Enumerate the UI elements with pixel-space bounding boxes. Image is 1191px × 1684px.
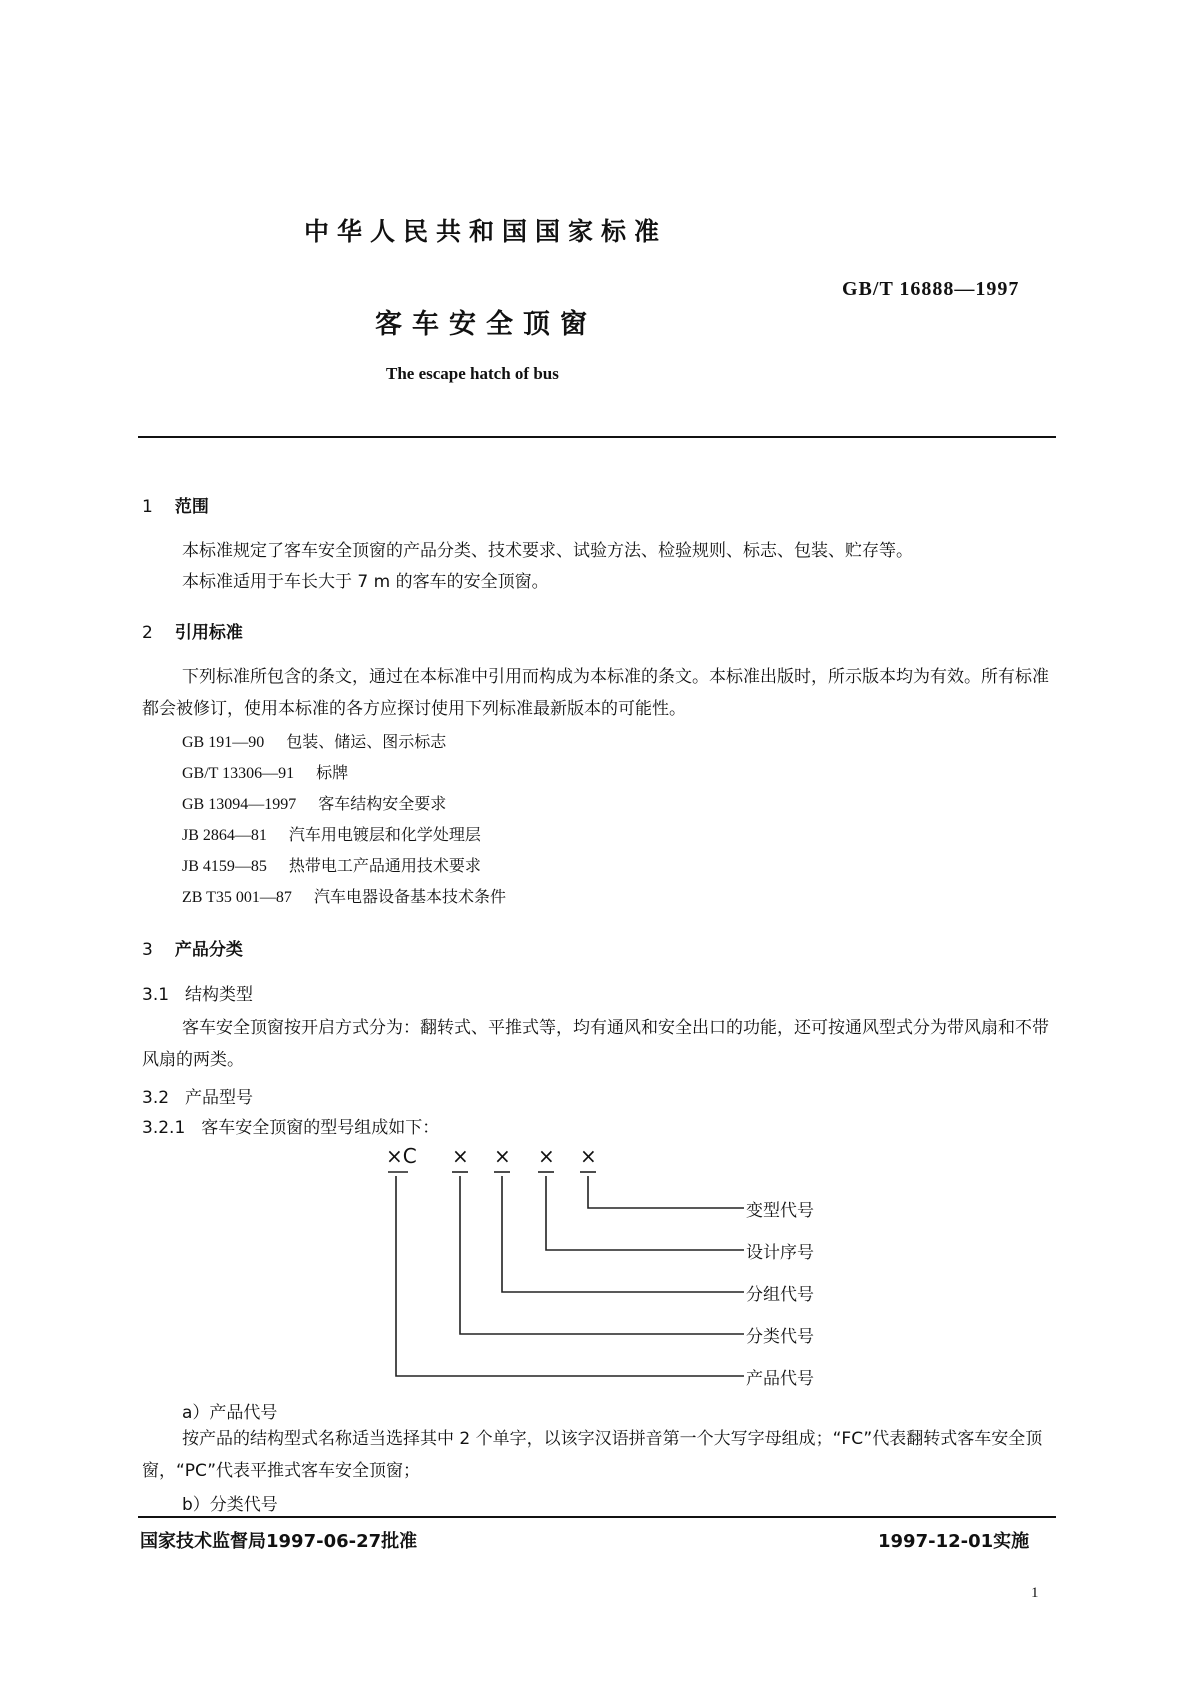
diagram-label: 变型代号 <box>746 1201 814 1221</box>
footer-divider <box>138 1516 1056 1518</box>
reference-item <box>182 729 446 752</box>
subsection-3-1-number: 3.1 <box>142 985 170 1005</box>
subsection-3-2-1-heading <box>142 1113 439 1138</box>
reference-code: GB 191—90 <box>182 734 265 751</box>
item-a-heading: a）产品代号 <box>182 1403 278 1423</box>
subsection-3-2-number: 3.2 <box>142 1088 170 1108</box>
section-2-para: 下列标准所包含的条文，通过在本标准中引用而构成为本标准的条文。本标准出版时，所示版本均为有效。所有标准都会被修订，使用本标准的各方应探讨使用下列标准最新版本的可能性。 <box>142 667 1049 719</box>
item-a-para: 按产品的结构型式名称适当选择其中 2 个单字，以该字汉语拼音第一个大写字母组成；“FC”代表翻转式客车安全顶窗，“PC”代表平推式客车安全顶窗； <box>142 1429 1043 1481</box>
reference-name: 包装、储运、图示标志 <box>286 732 447 751</box>
reference-name: 标牌 <box>316 763 349 782</box>
section-2-number: 2 <box>142 623 153 643</box>
code-mark: × <box>452 1144 469 1168</box>
section-3-heading <box>142 935 243 960</box>
section-1-heading <box>142 492 209 517</box>
reference-code: GB 13094—1997 <box>182 796 297 813</box>
english-title: The escape hatch of bus <box>386 364 559 383</box>
subsection-3-1-para: 客车安全顶窗按开启方式分为：翻转式、平推式等，均有通风和安全出口的功能，还可按通风型式分为带风扇和不带风扇的两类。 <box>142 1018 1049 1070</box>
subsection-3-2-title: 产品型号 <box>185 1088 254 1108</box>
code-mark: × <box>538 1144 555 1168</box>
reference-code: JB 2864—81 <box>182 827 267 844</box>
document-title: 客车安全顶窗 <box>375 309 597 340</box>
national-standard-heading: 中华人民共和国国家标准 <box>304 217 668 246</box>
reference-code: GB/T 13306—91 <box>182 765 295 782</box>
reference-item <box>182 853 481 876</box>
header-divider <box>138 436 1056 438</box>
subsection-3-2-1-title: 客车安全顶窗的型号组成如下： <box>201 1118 440 1138</box>
reference-item <box>182 884 506 907</box>
reference-code: ZB T35 001—87 <box>182 889 292 906</box>
reference-name: 汽车电器设备基本技术条件 <box>313 887 506 906</box>
section-1-number: 1 <box>142 497 153 517</box>
subsection-3-2-1-number: 3.2.1 <box>142 1118 186 1138</box>
diagram-label: 设计序号 <box>746 1243 814 1263</box>
reference-item <box>182 760 348 783</box>
subsection-3-2-heading <box>142 1083 253 1108</box>
subsection-3-1-title: 结构类型 <box>185 985 254 1005</box>
diagram-label: 分组代号 <box>746 1285 814 1305</box>
section-1-title: 范围 <box>174 497 209 517</box>
item-b-heading: b）分类代号 <box>182 1495 278 1515</box>
subsection-3-1-heading <box>142 980 253 1005</box>
code-mark: × <box>580 1144 597 1168</box>
page-number: 1 <box>1031 1585 1039 1601</box>
approval-note: 国家技术监督局1997-06-27批准 <box>140 1531 418 1552</box>
section-3-number: 3 <box>142 940 153 960</box>
reference-item <box>182 791 446 814</box>
section-3-title: 产品分类 <box>174 940 243 960</box>
diagram-label: 分类代号 <box>746 1327 814 1347</box>
section-2-heading <box>142 618 243 643</box>
section-1-para-1: 本标准规定了客车安全顶窗的产品分类、技术要求、试验方法、检验规则、标志、包装、贮存等。 <box>182 541 913 561</box>
reference-name: 客车结构安全要求 <box>318 794 447 813</box>
diagram-label: 产品代号 <box>746 1369 814 1389</box>
implementation-date: 1997-12-01实施 <box>878 1531 1030 1552</box>
reference-item <box>182 822 481 845</box>
section-1-para-2: 本标准适用于车长大于 7 m 的客车的安全顶窗。 <box>182 572 549 592</box>
reference-name: 汽车用电镀层和化学处理层 <box>288 825 481 844</box>
reference-code: JB 4159—85 <box>182 858 267 875</box>
reference-name: 热带电工产品通用技术要求 <box>288 856 481 875</box>
standard-number: GB/T 16888—1997 <box>842 278 1020 300</box>
section-2-title: 引用标准 <box>174 623 243 643</box>
diagram-leader-lines <box>380 1140 780 1380</box>
code-mark: × <box>494 1144 511 1168</box>
code-mark: ×C <box>386 1144 417 1168</box>
